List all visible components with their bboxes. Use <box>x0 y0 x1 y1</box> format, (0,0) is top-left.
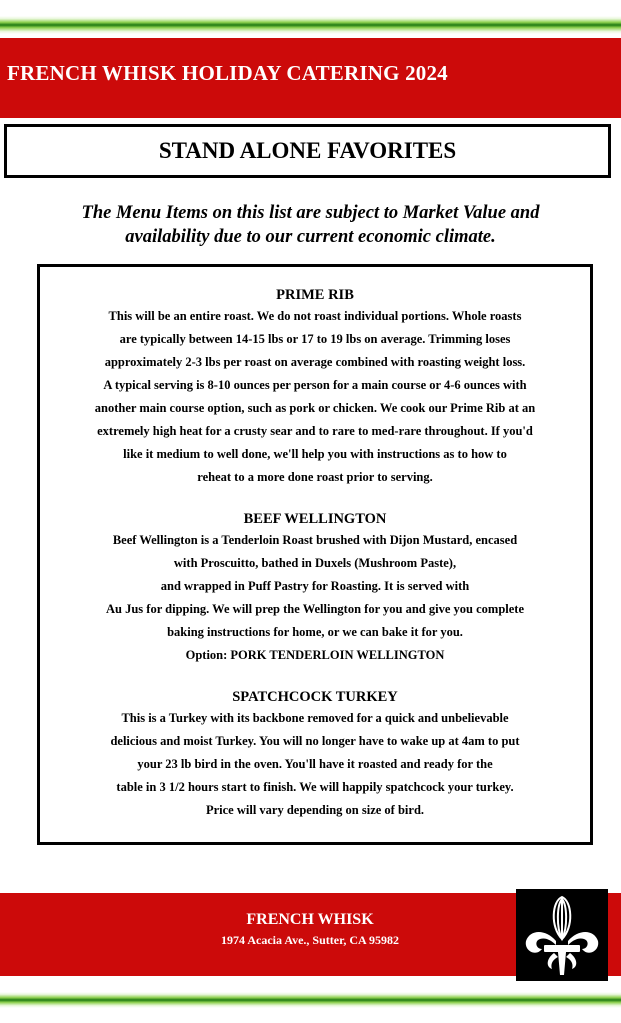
market-value-notice <box>30 201 591 249</box>
menu-item-text: extremely high heat for a crusty sear and to rare to med-rare throughout. If you'd <box>97 424 533 438</box>
menu-item-text: Option: PORK TENDERLOIN WELLINGTON <box>185 648 445 662</box>
fleur-de-lis-whisk-icon <box>516 889 608 981</box>
menu-item-title: PRIME RIB <box>276 287 354 303</box>
menu-item-text: Beef Wellington is a Tenderloin Roast brushed with Dijon Mustard, encased <box>112 533 518 547</box>
menu-item-text: A typical serving is 8-10 ounces per person for a main course or 4-6 ounces with <box>103 378 527 392</box>
menu-item-text: like it medium to well done, we'll help you with instructions as to how to <box>123 447 507 461</box>
notice-line: availability due to our current economic climate. <box>125 227 496 247</box>
section-title-box <box>4 124 611 178</box>
menu-item-text: table in 3 1/2 hours start to finish. We will happily spatchcock your turkey. <box>116 780 514 794</box>
menu-item-prime-rib <box>58 285 572 489</box>
menu-item-text: Au Jus for dipping. We will prep the Wellington for you and give you complete <box>106 602 524 616</box>
menu-item-text: with Proscuitto, bathed in Duxels (Mushroom Paste), <box>173 556 457 570</box>
menu-items-box <box>37 264 593 845</box>
header-banner <box>0 38 621 118</box>
section-title: STAND ALONE FAVORITES <box>158 138 457 163</box>
menu-item-text: and wrapped in Puff Pastry for Roasting. It is served with <box>160 579 470 593</box>
menu-item-beef-wellington <box>58 509 572 667</box>
menu-item-text: another main course option, such as pork or chicken. We cook our Prime Rib at an <box>94 401 536 415</box>
bottom-green-stripe <box>0 992 621 1008</box>
menu-item-text: approximately 2-3 lbs per roast on average combined with roasting weight loss. <box>104 355 526 369</box>
menu-item-text: Price will vary depending on size of bird. <box>205 803 425 817</box>
menu-item-title: BEEF WELLINGTON <box>243 511 387 527</box>
menu-item-text: your 23 lb bird in the oven. You'll have it roasted and ready for the <box>137 757 493 771</box>
footer-business-name: FRENCH WHISK <box>246 911 374 928</box>
page-title: FRENCH WHISK HOLIDAY CATERING 2024 <box>7 61 448 85</box>
menu-item-text: baking instructions for home, or we can bake it for you. <box>167 625 463 639</box>
footer-address: 1974 Acacia Ave., Sutter, CA 95982 <box>221 933 399 947</box>
menu-item-text: This is a Turkey with its backbone removed for a quick and unbelievable <box>121 711 509 725</box>
notice-line: The Menu Items on this list are subject to Market Value and <box>81 203 540 223</box>
menu-item-text: delicious and moist Turkey. You will no longer have to wake up at 4am to put <box>110 734 520 748</box>
top-green-stripe <box>0 16 621 34</box>
menu-item-title: SPATCHCOCK TURKEY <box>232 689 398 705</box>
menu-item-spatchcock-turkey <box>58 687 572 822</box>
menu-item-text: This will be an entire roast. We do not roast individual portions. Whole roasts <box>108 309 522 323</box>
menu-item-text: are typically between 14-15 lbs or 17 to 19 lbs on average. Trimming loses <box>119 332 511 346</box>
menu-item-text: reheat to a more done roast prior to serving. <box>197 470 433 484</box>
